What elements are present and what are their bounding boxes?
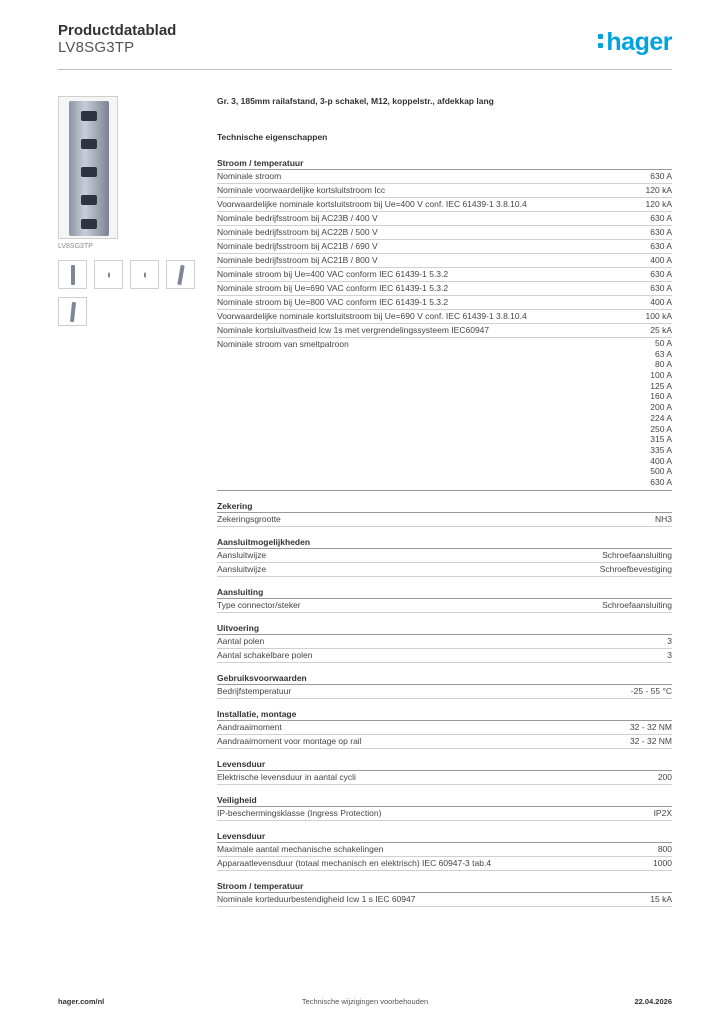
- page-header: [58, 22, 672, 70]
- fuse-rating-value: 200 A: [650, 402, 672, 413]
- spec-label: Aandraaimoment voor montage op rail: [217, 735, 362, 746]
- footer-date: 22.04.2026: [634, 997, 672, 1006]
- fuse-rating-value: 250 A: [650, 423, 672, 434]
- fuse-rating-value: 335 A: [650, 444, 672, 455]
- angled-view-thumb[interactable]: [166, 260, 195, 289]
- spec-label: Aansluitwijze: [217, 563, 267, 574]
- fuse-rating-value: 50 A: [654, 338, 672, 348]
- spec-label: Aantal schakelbare polen: [217, 649, 313, 660]
- spec-label: Bedrijfstemperatuur: [217, 685, 292, 696]
- spec-label: Aantal polen: [217, 635, 265, 646]
- document-title: Productdatablad: [58, 22, 177, 39]
- spec-row: [217, 282, 672, 296]
- section-title: Veiligheid: [217, 795, 672, 807]
- spec-value: 630 A: [650, 241, 672, 251]
- spec-row: [217, 268, 672, 282]
- front-view-thumb[interactable]: [58, 260, 87, 289]
- section-title: Uitvoering: [217, 623, 672, 635]
- spec-label: Voorwaardelijke nominale kortsluitstroom bij Ue=400 V conf. IEC 61439-1 3.8.10.4: [217, 199, 527, 209]
- side-view-thumb[interactable]: [58, 297, 87, 326]
- spec-label: Nominale bedrijfsstroom bij AC21B / 690 V: [217, 241, 378, 251]
- spec-label: Aansluitwijze: [217, 549, 267, 560]
- section-title: Levensduur: [217, 831, 672, 843]
- spec-row: [217, 310, 672, 324]
- spec-value: 630 A: [650, 283, 672, 293]
- spec-label: Nominale bedrijfsstroom bij AC22B / 500 V: [217, 227, 378, 237]
- spec-value: 400 A: [650, 297, 672, 307]
- spec-value: 3: [667, 635, 672, 646]
- fuse-rating-value: 100 A: [650, 370, 672, 381]
- spec-row: [217, 635, 672, 649]
- spec-value: 32 - 32 NM: [629, 735, 672, 746]
- section-title: Installatie, montage: [217, 709, 672, 721]
- spec-content: [217, 96, 672, 917]
- spec-label: Type connector/steker: [217, 599, 301, 610]
- spec-row: [217, 170, 672, 184]
- spec-value: 630 A: [650, 227, 672, 237]
- section-title: Zekering: [217, 501, 672, 513]
- spec-row: [217, 735, 672, 749]
- spec-label: Nominale bedrijfsstroom bij AC21B / 800 V: [217, 255, 378, 265]
- spec-section: [217, 158, 672, 491]
- fuse-rating-value: 630 A: [650, 476, 672, 487]
- spec-value: Schroefaansluiting: [602, 549, 672, 560]
- spec-row: [217, 324, 672, 338]
- spec-value: 1000: [653, 857, 672, 868]
- spec-label: Nominale korteduurbestendigheid Icw 1 s IEC 60947: [217, 893, 416, 904]
- technical-heading: Technische eigenschappen: [217, 132, 328, 142]
- fuse-rating-value: 315 A: [650, 434, 672, 445]
- section-title: Aansluiting: [217, 587, 672, 599]
- spec-value: 630 A: [650, 213, 672, 223]
- spec-section: [217, 881, 672, 907]
- spec-label: Aandraaimoment: [217, 721, 282, 732]
- spec-value: -25 - 55 °C: [630, 685, 672, 696]
- small-detail-thumb[interactable]: [94, 260, 123, 289]
- spec-label: Voorwaardelijke nominale kortsluitstroom bij Ue=690 V conf. IEC 61439-1 3.8.10.4: [217, 311, 527, 321]
- image-caption: LV8SG3TP: [58, 243, 93, 250]
- spec-row: [217, 893, 672, 907]
- small-detail-thumb[interactable]: [130, 260, 159, 289]
- fuse-rating-value: 63 A: [654, 348, 672, 359]
- spec-row: [217, 240, 672, 254]
- fuse-rating-value: 160 A: [650, 391, 672, 402]
- spec-value: 630 A: [650, 269, 672, 279]
- spec-section: [217, 501, 672, 527]
- fuse-rating-value: 400 A: [650, 455, 672, 466]
- spec-label: Elektrische levensduur in aantal cycli: [217, 771, 356, 782]
- thumbnail-strip: [58, 260, 204, 326]
- spec-label: Nominale stroom van smeltpatroon: [217, 339, 349, 349]
- spec-label: Zekeringsgrootte: [217, 513, 281, 524]
- spec-value: Schroefbevestiging: [599, 563, 672, 574]
- footer-website[interactable]: hager.com/nl: [58, 997, 105, 1006]
- section-title: Levensduur: [217, 759, 672, 771]
- footer-note: Technische wijzigingen voorbehouden: [301, 997, 429, 1006]
- spec-label: Nominale stroom bij Ue=400 VAC conform IEC 61439-1 5.3.2: [217, 269, 449, 279]
- spec-value: 15 kA: [650, 893, 672, 904]
- spec-sections: [217, 158, 672, 907]
- spec-value: 630 A: [650, 171, 672, 181]
- spec-row: [217, 226, 672, 240]
- spec-section: [217, 831, 672, 871]
- product-code: LV8SG3TP: [58, 39, 135, 56]
- spec-value: 32 - 32 NM: [629, 721, 672, 732]
- spec-value: 25 kA: [650, 325, 672, 335]
- spec-row-multi: [217, 338, 672, 491]
- spec-row: [217, 685, 672, 699]
- product-description: Gr. 3, 185mm railafstand, 3-p schakel, M12, koppelstr., afdekkap lang: [217, 96, 494, 106]
- spec-label: Nominale voorwaardelijke kortsluitstroom Icc: [217, 185, 386, 195]
- spec-row: [217, 843, 672, 857]
- section-title: Stroom / temperatuur: [217, 881, 672, 893]
- spec-row: [217, 721, 672, 735]
- product-gallery: [58, 96, 198, 326]
- switch-disconnector-image[interactable]: [58, 96, 118, 239]
- spec-value: Schroefaansluiting: [602, 599, 672, 610]
- spec-label: Nominale stroom bij Ue=800 VAC conform IEC 61439-1 5.3.2: [217, 297, 449, 307]
- spec-label: Nominale kortsluitvastheid Icw 1s met vergrendelingssysteem IEC60947: [217, 325, 490, 335]
- spec-value: 400 A: [650, 255, 672, 265]
- spec-label: Nominale bedrijfsstroom bij AC23B / 400 V: [217, 213, 378, 223]
- spec-section: [217, 587, 672, 613]
- spec-row: [217, 563, 672, 577]
- section-title: Aansluitmogelijkheden: [217, 537, 672, 549]
- logo-colon-icon: [598, 31, 604, 51]
- spec-row: [217, 771, 672, 785]
- spec-value: 3: [667, 649, 672, 660]
- spec-row: [217, 857, 672, 871]
- fuse-rating-value: 224 A: [650, 412, 672, 423]
- spec-row: [217, 513, 672, 527]
- spec-value: NH3: [654, 513, 672, 524]
- spec-label: Nominale stroom: [217, 171, 282, 181]
- spec-section: [217, 759, 672, 785]
- spec-label: Nominale stroom bij Ue=690 VAC conform IEC 61439-1 5.3.2: [217, 283, 449, 293]
- spec-row: [217, 296, 672, 310]
- spec-section: [217, 709, 672, 749]
- spec-row: [217, 599, 672, 613]
- spec-row: [217, 549, 672, 563]
- spec-section: [217, 623, 672, 663]
- spec-row: [217, 184, 672, 198]
- spec-section: [217, 537, 672, 577]
- section-title: Gebruiksvoorwaarden: [217, 673, 672, 685]
- spec-value: 120 kA: [645, 199, 672, 209]
- spec-value: 100 kA: [645, 311, 672, 321]
- spec-row: [217, 807, 672, 821]
- spec-label: IP-beschermingsklasse (Ingress Protection): [217, 807, 382, 818]
- spec-value: 120 kA: [645, 185, 672, 195]
- spec-section: [217, 795, 672, 821]
- fuse-rating-list: [650, 338, 672, 490]
- spec-row: [217, 198, 672, 212]
- fuse-rating-value: 80 A: [654, 359, 672, 370]
- spec-label: Maximale aantal mechanische schakelingen: [217, 843, 384, 854]
- fuse-rating-value: 500 A: [650, 466, 672, 477]
- spec-section: [217, 673, 672, 699]
- spec-row: [217, 254, 672, 268]
- spec-row: [217, 212, 672, 226]
- spec-value: IP2X: [653, 807, 672, 818]
- fuse-rating-value: 125 A: [650, 380, 672, 391]
- spec-row: [217, 649, 672, 663]
- section-title: Stroom / temperatuur: [217, 158, 672, 170]
- spec-value: 200: [657, 771, 672, 782]
- hager-logo: hager: [598, 28, 672, 57]
- spec-value: 800: [657, 843, 672, 854]
- spec-label: Apparaatlevensduur (totaal mechanisch en elektrisch) IEC 60947-3 tab.4: [217, 857, 492, 868]
